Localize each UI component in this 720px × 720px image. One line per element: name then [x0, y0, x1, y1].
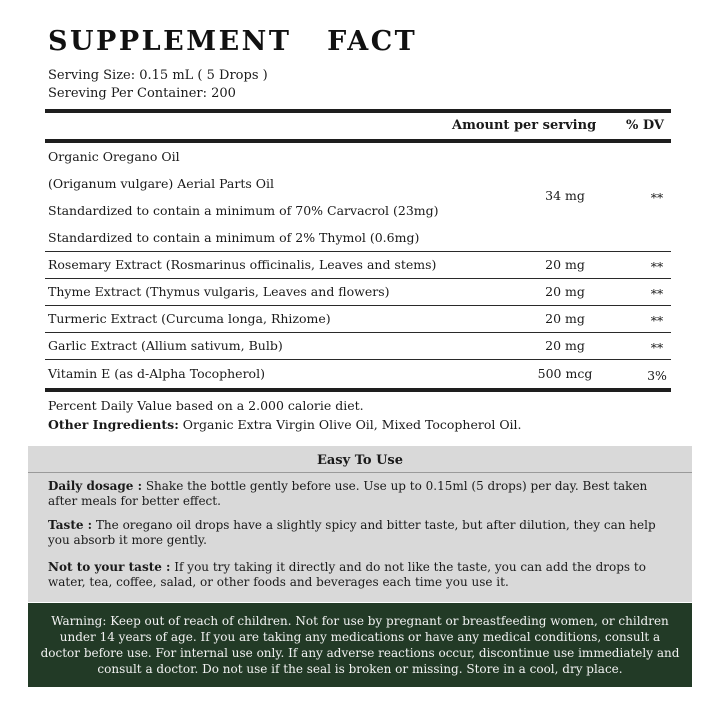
- row-divider: [45, 305, 671, 306]
- oregano-line-4: Standardized to contain a minimum of 2% Thymol (0.6mg): [48, 230, 420, 245]
- taste-note: [48, 518, 676, 548]
- taste-label: Taste :: [48, 518, 93, 532]
- ingredient-name: Vitamin E (as d-Alpha Tocopherol): [48, 366, 265, 381]
- row-divider: [45, 359, 671, 360]
- amount-header: Amount per serving: [452, 118, 597, 133]
- easy-to-use-panel: [28, 446, 692, 602]
- ingredient-dv: **: [650, 340, 664, 355]
- warning-panel: [28, 603, 692, 687]
- oregano-line-1: Organic Oregano Oil: [48, 149, 180, 164]
- row-divider: [45, 332, 671, 333]
- row-divider: [45, 278, 671, 279]
- ingredient-name: Garlic Extract (Allium sativum, Bulb): [48, 338, 283, 353]
- other-ingredients: [48, 417, 522, 432]
- daily-dosage-label: Daily dosage :: [48, 479, 143, 493]
- easy-to-use-title: Easy To Use: [316, 453, 404, 468]
- ingredient-amount: 20 mg: [545, 284, 585, 299]
- ingredient-dv: **: [650, 313, 664, 328]
- bottom-rule: [45, 388, 671, 392]
- header-rule: [45, 139, 671, 143]
- not-to-your-taste-text: If you try taking it directly and do not like the taste, you can add the drops to water, tea, coffee, salad, or other foods and beverages each time you use it.: [48, 560, 646, 589]
- servings-per-container: Sereving Per Container: 200: [48, 86, 236, 101]
- oregano-line-2: (Origanum vulgare) Aerial Parts Oil: [48, 176, 275, 191]
- ingredient-name: Turmeric Extract (Curcuma longa, Rhizome): [48, 311, 331, 326]
- ingredient-name: Rosemary Extract (Rosmarinus officinalis, Leaves and stems): [48, 257, 437, 272]
- row-divider: [45, 251, 671, 252]
- page-title: SUPPLEMENT FACT: [48, 26, 418, 57]
- ingredient-dv: 3%: [647, 368, 667, 383]
- taste-text: The oregano oil drops have a slightly spicy and bitter taste, but after dilution, they can help you absorb it more gently.: [48, 518, 656, 547]
- daily-dosage-text: Shake the bottle gently before use. Use up to 0.15ml (5 drops) per day. Best taken after meals for better effect.: [48, 479, 648, 508]
- oregano-line-3: Standardized to contain a minimum of 70% Carvacrol (23mg): [48, 203, 439, 218]
- warning-text: Warning: Keep out of reach of children. Not for use by pregnant or breastfeeding women, or children under 14 years of age. If you are taking any medications or have any medical conditions, consult a doctor before use. For internal use only. If any adverse reactions occur, discontinue use immediately and consult a doctor. Do not use if the seal is broken or missing. Store in a cool, dry place.: [40, 614, 680, 676]
- ingredient-amount: 20 mg: [545, 257, 585, 272]
- not-to-your-taste-label: Not to your taste :: [48, 560, 171, 574]
- ingredient-amount: 20 mg: [545, 338, 585, 353]
- other-ingredients-value: Organic Extra Virgin Olive Oil, Mixed Tocopherol Oil.: [178, 417, 522, 432]
- not-to-your-taste: [48, 560, 676, 590]
- serving-size: Serving Size: 0.15 mL ( 5 Drops ): [48, 68, 268, 83]
- ingredient-amount: 20 mg: [545, 311, 585, 326]
- dv-header: % DV: [626, 118, 665, 133]
- ingredient-amount: 500 mcg: [537, 366, 593, 381]
- oregano-amount: 34 mg: [545, 188, 585, 203]
- ingredient-dv: **: [650, 286, 664, 301]
- daily-dosage: [48, 479, 676, 509]
- ingredient-dv: **: [650, 259, 664, 274]
- easy-to-use-divider: [28, 472, 692, 473]
- oregano-dv: **: [650, 190, 664, 205]
- top-rule: [45, 109, 671, 113]
- dv-footnote: Percent Daily Value based on a 2.000 calorie diet.: [48, 398, 364, 413]
- other-ingredients-label: Other Ingredients:: [48, 417, 179, 432]
- ingredient-name: Thyme Extract (Thymus vulgaris, Leaves and flowers): [48, 284, 390, 299]
